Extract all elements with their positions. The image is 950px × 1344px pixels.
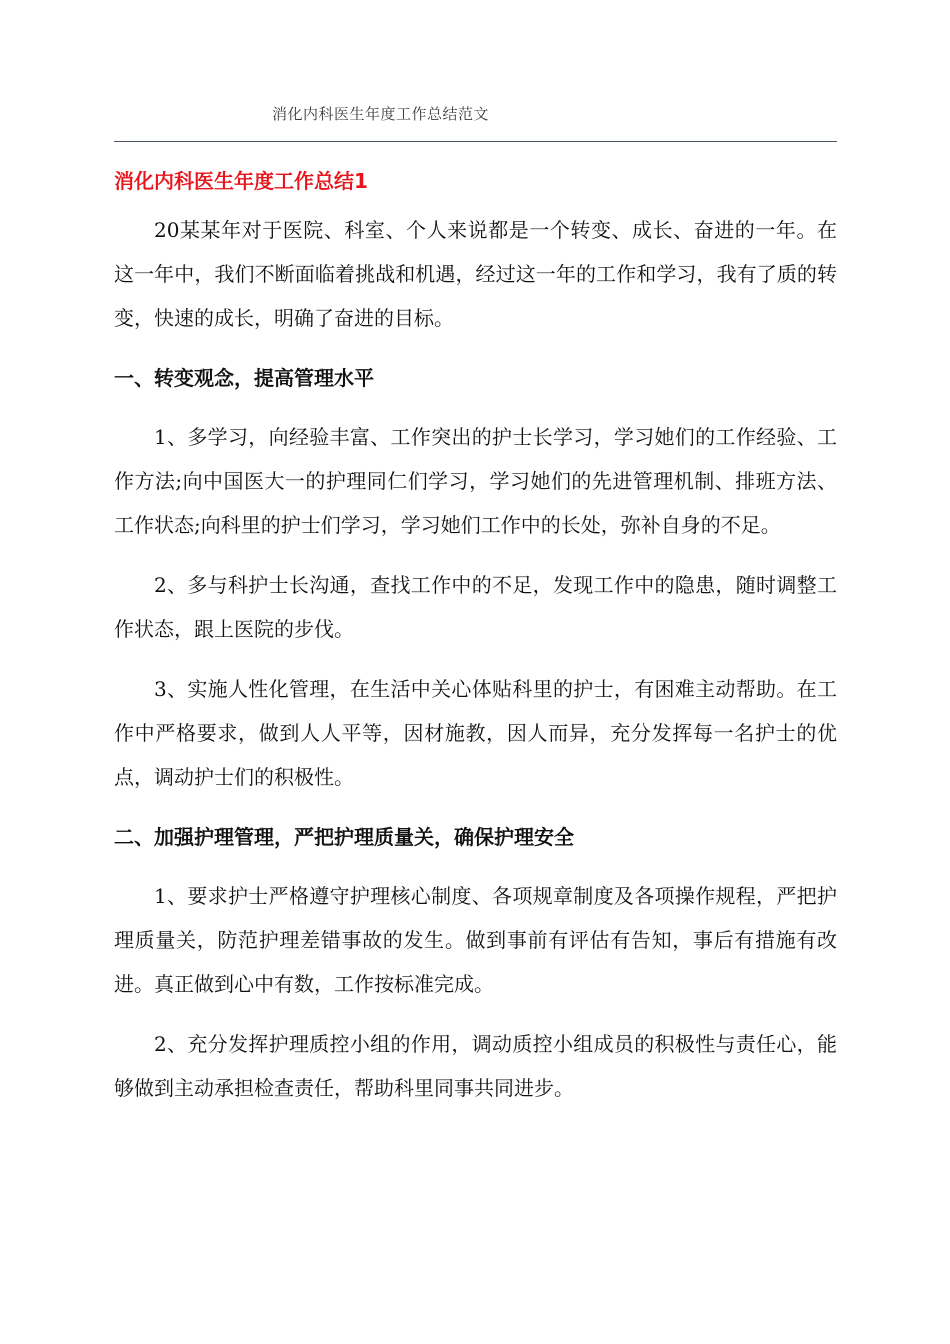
header-rule (114, 141, 837, 142)
section-paragraph: 1、多学习，向经验丰富、工作突出的护士长学习，学习她们的工作经验、工作方法;向中国医大一的护理同仁们学习，学习她们的先进管理机制、排班方法、工作状态;向科里的护士们学习，学习她们工作中的长处，弥补自身的不足。 (114, 425, 837, 537)
document-title: 消化内科医生年度工作总结1 (114, 169, 368, 193)
section-paragraph: 3、实施人性化管理，在生活中关心体贴科里的护士，有困难主动帮助。在工作中严格要求，做到人人平等，因材施教，因人而异，充分发挥每一名护士的优点，调动护士们的积极性。 (114, 677, 837, 789)
section-paragraph: 1、要求护士严格遵守护理核心制度、各项规章制度及各项操作规程，严把护理质量关，防范护理差错事故的发生。做到事前有评估有告知，事后有措施有改进。真正做到心中有数，工作按标准完成。 (114, 884, 837, 996)
section-heading: 一、转变观念，提高管理水平 (114, 366, 374, 390)
section-heading: 二、加强护理管理，严把护理质量关，确保护理安全 (114, 825, 574, 849)
section-1 (114, 356, 837, 799)
document-body (114, 160, 837, 1126)
section-paragraph: 2、充分发挥护理质控小组的作用，调动质控小组成员的积极性与责任心，能够做到主动承担检查责任，帮助科里同事共同进步。 (114, 1032, 837, 1100)
running-header: 消化内科医生年度工作总结范文 (272, 105, 490, 123)
section-2 (114, 815, 837, 1110)
section-paragraph: 2、多与科护士长沟通，查找工作中的不足，发现工作中的隐患，随时调整工作状态，跟上医院的步伐。 (114, 573, 837, 641)
intro-paragraph: 20某某年对于医院、科室、个人来说都是一个转变、成长、奋进的一年。在这一年中，我们不断面临着挑战和机遇，经过这一年的工作和学习，我有了质的转变，快速的成长，明确了奋进的目标。 (114, 218, 837, 330)
